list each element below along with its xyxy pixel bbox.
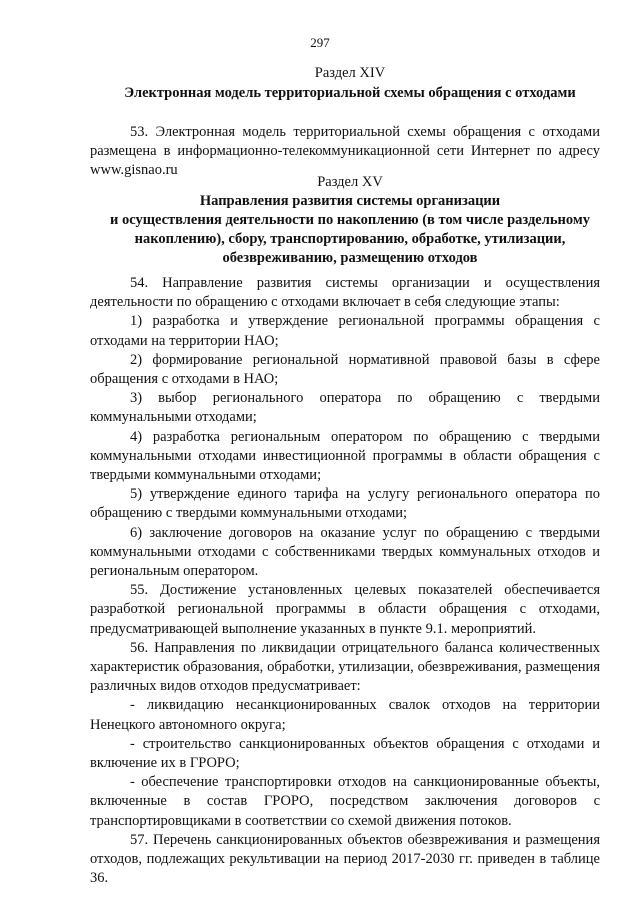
paragraph-55: 55. Достижение установленных целевых показателей обеспечивается разработкой региональной программы в области обращения с отходами, предусматривающей выполнение указанных в пункте 9.1. мероприятий. (90, 582, 600, 637)
section-15-title-line: обезвреживанию, размещению отходов (222, 250, 478, 266)
paragraph-54-intro: 54. Направление развития системы организации и осуществления деятельности по обращению с отходами включает в себя следующие этапы: (90, 275, 600, 311)
section-15-title-line: и осуществления деятельности по накоплению (в том числе раздельному (110, 212, 590, 228)
list-item: 2) формирование региональной нормативной правовой базы в сфере обращения с отходами в НАО; (90, 351, 600, 388)
section-14-label: Раздел XIV (314, 65, 386, 81)
list-item: 1) разработка и утверждение региональной программы обращения с отходами на территории НАО; (90, 313, 600, 349)
section-15-title-line: накоплению), сбору, транспортированию, обработке, утилизации, (134, 231, 566, 247)
paragraph-53: 53. Электронная модель территориальной схемы обращения с отходами размещена в информационно-телекоммуникационной сети Интернет по адресу www.gisnao.ru (90, 124, 600, 179)
section-14-title: Электронная модель территориальной схемы обращения с отходами (124, 85, 576, 101)
list-item: 5) утверждение единого тарифа на услугу регионального оператора по обращению с твердыми коммунальными отходами; (90, 486, 600, 522)
section-15-label: Раздел XV (317, 174, 383, 190)
section-15-title (70, 192, 630, 268)
list-item: - обеспечение транспортировки отходов на санкционированные объекты, включенные в состав ГРОРО, посредством заключения договоров с транспортировщиками в соответствии со схемой движения потоков. (90, 774, 600, 829)
list-item: 3) выбор регионального оператора по обращению с твердыми коммунальными отходами; (90, 390, 600, 426)
list-item: 6) заключение договоров на оказание услуг по обращению с твердыми коммунальными отходами с собственниками твердых коммунальных отходов и региональным оператором. (90, 524, 600, 580)
paragraph-56-intro: 56. Направления по ликвидации отрицательного баланса количественных характеристик образования, обработки, утилизации, обезвреживания, размещения различных видов отходов предусматривает: (90, 639, 600, 695)
list-item: - ликвидацию несанкционированных свалок отходов на территории Ненецкого автономного округа; (90, 697, 600, 733)
paragraph-54 (90, 274, 600, 889)
paragraph-57: 57. Перечень санкционированных объектов обезвреживания и размещения отходов, подлежащих рекультивации на период 2017-2030 гг. приведен в таблице 36. (90, 831, 600, 887)
page-number: 297 (310, 35, 330, 50)
list-item: - строительство санкционированных объектов обращения с отходами и включение их в ГРОРО; (90, 735, 600, 772)
list-item: 4) разработка региональным оператором по обращению с твердыми коммунальными отходами инвестиционной программы в области обращения с твердыми коммунальными отходами; (90, 428, 600, 484)
section-15-title-line: Направления развития системы организации (199, 193, 501, 209)
